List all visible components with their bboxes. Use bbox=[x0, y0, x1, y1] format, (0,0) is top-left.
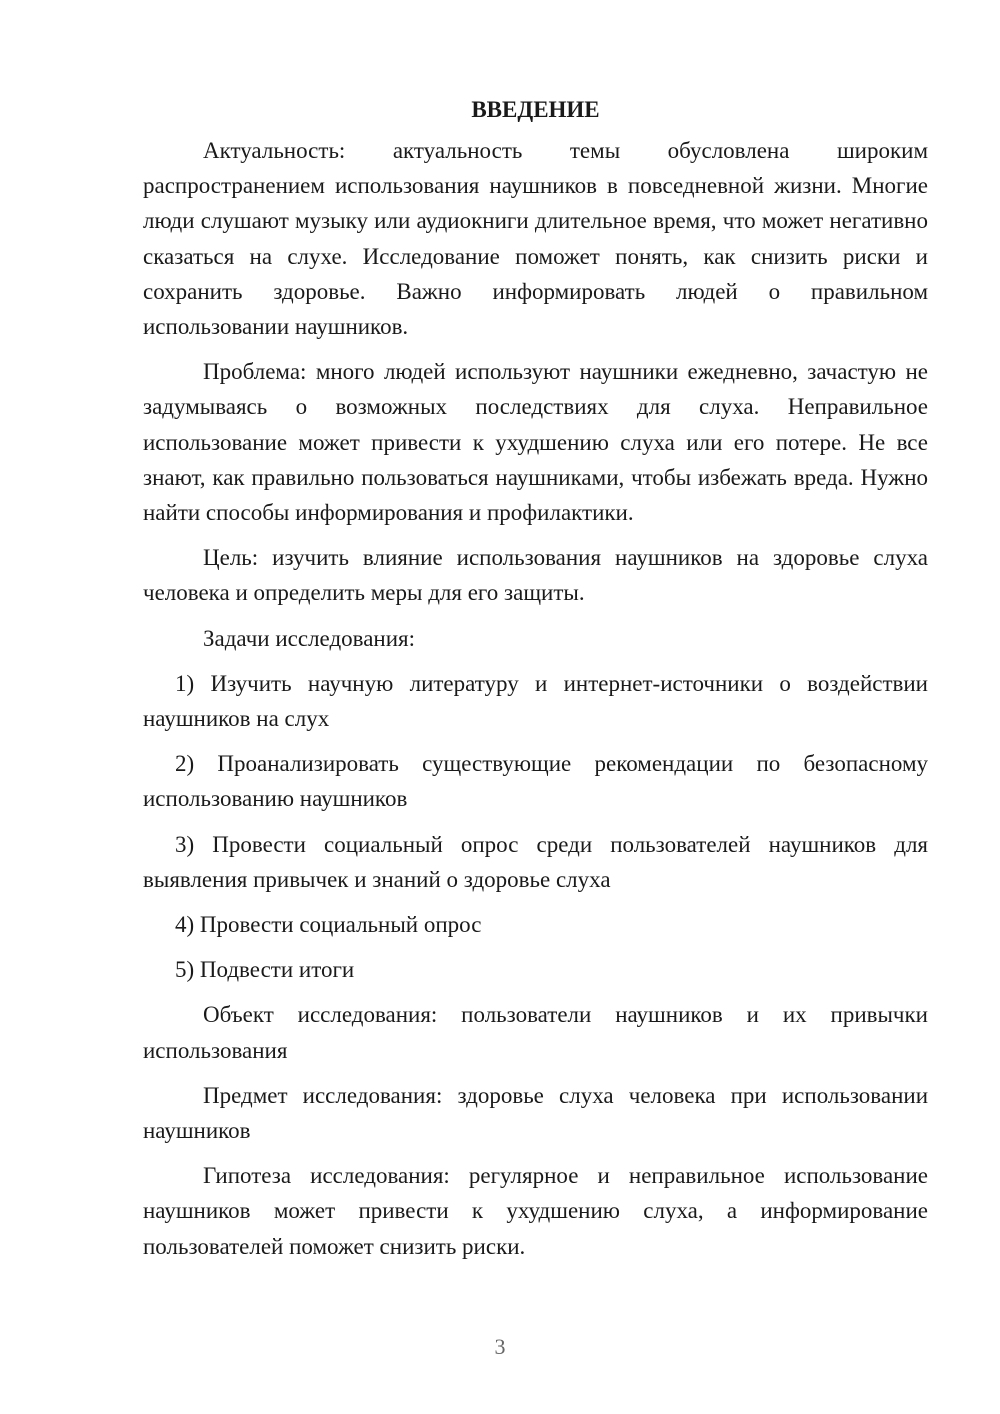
page-number: 3 bbox=[494, 1334, 506, 1359]
tasks-heading: Задачи исследования: bbox=[203, 625, 416, 651]
page-content bbox=[143, 92, 928, 1264]
task-item-2: 2) Проанализировать существующие рекомендации по безопасному использованию наушников bbox=[143, 751, 928, 812]
hypothesis-paragraph: Гипотеза исследования: регулярное и неправильное использование наушников может привести к ухудшению слуха, а информирование пользователей поможет снизить риски. bbox=[143, 1163, 928, 1259]
task-item-4: 4) Провести социальный опрос bbox=[175, 912, 482, 938]
object-paragraph: Объект исследования: пользователи наушников и их привычки использования bbox=[143, 1002, 928, 1063]
task-item-5: 5) Подвести итоги bbox=[175, 957, 355, 983]
task-item-1: 1) Изучить научную литературу и интернет-источники о воздействии наушников на слух bbox=[143, 670, 928, 732]
problem-paragraph: Проблема: много людей используют наушники ежедневно, зачастую не задумываясь о возможных последствиях для слуха. Неправильное использование может привести к ухудшению слуха или его потере. Не все знают, как правильно пользоваться наушниками, чтобы избежать вреда. Нужно найти способы информирования и профилактики. bbox=[143, 359, 928, 526]
relevance-paragraph: Актуальность: актуальность темы обусловлена широким распространением использования наушников в повседневной жизни. Многие люди слушают музыку или аудиокниги длительное время, что может негативно сказаться на слухе. Исследование поможет понять, как снизить риски и сохранить здоровье. Важно информировать людей о правильном использовании наушников. bbox=[143, 138, 928, 340]
subject-paragraph: Предмет исследования: здоровье слуха человека при использовании наушников bbox=[143, 1082, 928, 1144]
goal-paragraph: Цель: изучить влияние использования наушников на здоровье слуха человека и определить меры для его защиты. bbox=[143, 545, 928, 606]
section-title: ВВЕДЕНИЕ bbox=[471, 97, 600, 122]
task-item-3: 3) Провести социальный опрос среди пользователей наушников для выявления привычек и знаний о здоровье слуха bbox=[143, 831, 928, 892]
